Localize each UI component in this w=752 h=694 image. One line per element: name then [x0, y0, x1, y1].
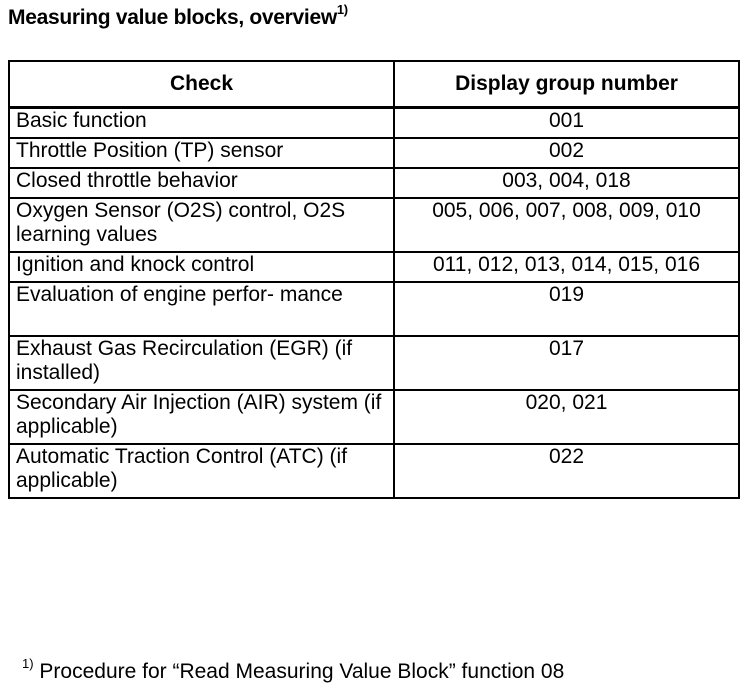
check-cell: Ignition and knock control [9, 252, 394, 282]
display-group-cell: 011, 012, 013, 014, 015, 016 [394, 252, 739, 282]
title-footnote-marker: 1) [336, 2, 348, 17]
display-group-cell: 022 [394, 444, 739, 498]
table-row [9, 444, 739, 498]
check-cell: Throttle Position (TP) sensor [9, 138, 394, 168]
title-text: Measuring value blocks, overview [8, 6, 337, 29]
footnote [22, 658, 564, 684]
table-row [9, 168, 739, 198]
check-cell: Basic function [9, 108, 394, 139]
table-row [9, 138, 739, 168]
check-cell: Closed throttle behavior [9, 168, 394, 198]
column-header-check: Check [9, 61, 394, 108]
page-title [8, 4, 348, 30]
display-group-cell: 017 [394, 336, 739, 390]
column-header-display-group: Display group number [394, 61, 739, 108]
display-group-cell: 019 [394, 282, 739, 336]
table-row [9, 390, 739, 444]
display-group-cell: 001 [394, 108, 739, 139]
footnote-marker: 1) [22, 656, 34, 671]
measuring-value-table [8, 60, 740, 499]
display-group-cell: 003, 004, 018 [394, 168, 739, 198]
footnote-text: Procedure for “Read Measuring Value Block” function 08 [39, 660, 565, 683]
display-group-cell: 002 [394, 138, 739, 168]
check-cell: Oxygen Sensor (O2S) control, O2S learning values [9, 198, 394, 252]
check-cell: Secondary Air Injection (AIR) system (if applicable) [9, 390, 394, 444]
table-row [9, 336, 739, 390]
table-row [9, 252, 739, 282]
display-group-cell: 005, 006, 007, 008, 009, 010 [394, 198, 739, 252]
check-cell: Exhaust Gas Recirculation (EGR) (if installed) [9, 336, 394, 390]
table-row [9, 108, 739, 139]
table-row [9, 198, 739, 252]
display-group-cell: 020, 021 [394, 390, 739, 444]
table-row [9, 282, 739, 336]
check-cell: Automatic Traction Control (ATC) (if applicable) [9, 444, 394, 498]
table-header-row [9, 61, 739, 108]
check-cell: Evaluation of engine perfor- mance [9, 282, 394, 336]
